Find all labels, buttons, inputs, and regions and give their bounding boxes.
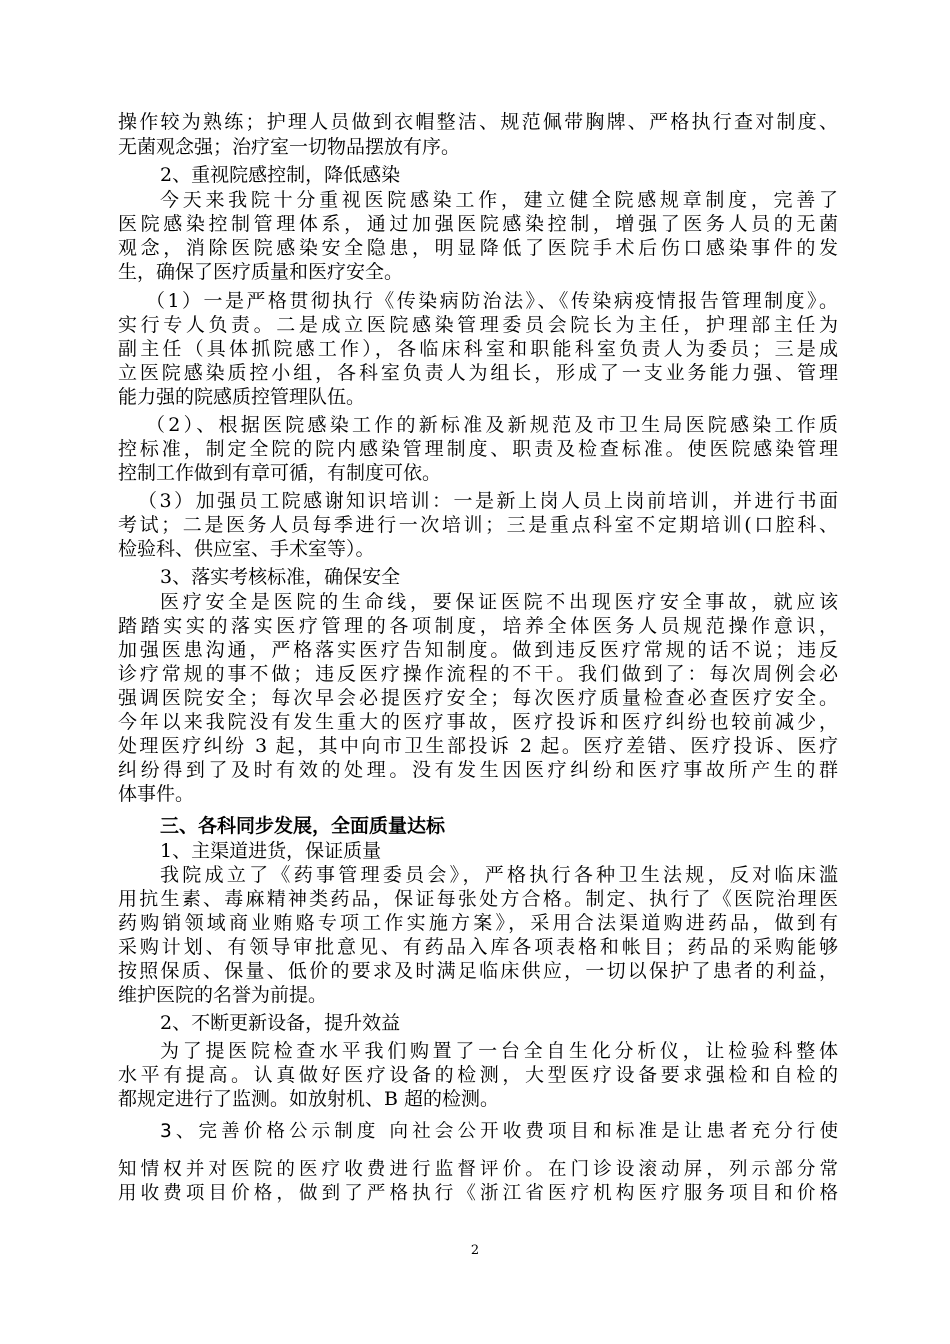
text-line: 3、完善价格公示制度 向社会公开收费项目和标准是让患者充分行使 [160, 1121, 838, 1142]
text-line: （1）一是严格贯彻执行《传染病防治法》、《传染病疫情报告管理制度》。 [146, 290, 838, 312]
text-line: 3、落实考核标准，确保安全 [160, 566, 401, 588]
text-line: 按照保质、保量、低价的要求及时满足临床供应，一切以保护了患者的利益， [118, 960, 838, 982]
text-line: 实行专人负责。二是成立医院感染管理委员会院长为主任，护理部主任为 [118, 314, 838, 336]
text-line: （2）、根据医院感染工作的新标准及新规范及市卫生局医院感染工作质 [146, 414, 838, 436]
text-line: 加强医患沟通，严格落实医疗告知制度。做到违反医疗常规的话不说；违反 [118, 639, 838, 661]
text-line: 副主任（具体抓院感工作），各临床科室和职能科室负责人为委员；三是成 [118, 338, 838, 360]
text-line: 观念，消除医院感染安全隐患，明显降低了医院手术后伤口感染事件的发 [118, 237, 838, 259]
text-line: 我院成立了《药事管理委员会》，严格执行各种卫生法规，反对临床滥 [160, 864, 838, 886]
text-line: 医院感染控制管理体系，通过加强医院感染控制，增强了医务人员的无菌 [118, 213, 838, 235]
text-line: 处理医疗纠纷 3 起，其中向市卫生部投诉 2 起。医疗差错、医疗投诉、医疗 [118, 735, 838, 757]
text-line: 强调医院安全；每次早会必提医疗安全；每次医疗质量检查必查医疗安全。 [118, 687, 838, 709]
text-line: 水平有提高。认真做好医疗设备的检测，大型医疗设备要求强检和自检的 [118, 1064, 838, 1086]
text-line: 医疗安全是医院的生命线，要保证医院不出现医疗安全事故，就应该 [160, 591, 838, 613]
text-line: 检验科、供应室、手术室等）。 [118, 538, 375, 560]
text-line: 体事件。 [118, 783, 195, 805]
text-line: 2、不断更新设备，提升效益 [160, 1012, 401, 1034]
text-line: 药购销领域商业贿赂专项工作实施方案》，采用合法渠道购进药品，做到有 [118, 912, 838, 934]
text-line: 今年以来我院没有发生重大的医疗事故，医疗投诉和医疗纠纷也较前减少， [118, 711, 838, 733]
text-line: 为了提医院检查水平我们购置了一台全自生化分析仪，让检验科整体 [160, 1040, 838, 1062]
text-line: 控制工作做到有章可循，有制度可依。 [118, 462, 442, 484]
text-line: 采购计划、有领导审批意见、有药品入库各项表格和帐目；药品的采购能够 [118, 936, 838, 958]
text-line: 立医院感染质控小组，各科室负责人为组长，形成了一支业务能力强、管理 [118, 362, 838, 384]
text-line: 诊疗常规的事不做；违反医疗操作流程的不干。我们做到了：每次周例会必 [118, 663, 838, 685]
text-line: 都规定进行了监测。如放射机、B 超的检测。 [118, 1088, 500, 1110]
section-heading: 三、各科同步发展，全面质量达标 [160, 815, 446, 837]
text-line: 能力强的院感质控管理队伍。 [118, 386, 366, 408]
text-line: 控标准，制定全院的院内感染管理制度、职责及检查标准。使医院感染管理 [118, 438, 838, 460]
text-line: 无菌观念强；治疗室一切物品摆放有序。 [118, 136, 461, 158]
text-line: 1、主渠道进货，保证质量 [160, 840, 382, 862]
page-number: 2 [470, 1243, 480, 1258]
text-line: 考试；二是医务人员每季进行一次培训；三是重点科室不定期培训(口腔科、 [118, 514, 838, 536]
text-line: 操作较为熟练；护理人员做到衣帽整洁、规范佩带胸牌、严格执行查对制度、 [118, 111, 838, 133]
text-line: （3）加强员工院感谢知识培训：一是新上岗人员上岗前培训，并进行书面 [138, 490, 838, 512]
text-line: 用收费项目价格，做到了严格执行《浙江省医疗机构医疗服务项目和价格 [118, 1183, 838, 1204]
text-line: 用抗生素、毒麻精神类药品，保证每张处方合格。制定、执行了《医院治理医 [118, 888, 838, 910]
text-line: 维护医院的名誉为前提。 [118, 984, 328, 1006]
text-line: 纠纷得到了及时有效的处理。没有发生因医疗纠纷和医疗事故所产生的群 [118, 759, 838, 781]
text-line: 知情权并对医院的医疗收费进行监督评价。在门诊设滚动屏，列示部分常 [118, 1159, 838, 1180]
text-line: 踏踏实实的落实医疗管理的各项制度，培养全体医务人员规范操作意识， [118, 615, 838, 637]
text-line: 今天来我院十分重视医院感染工作，建立健全院感规章制度，完善了 [160, 189, 838, 211]
text-line: 生，确保了医疗质量和医疗安全。 [118, 261, 404, 283]
text-line: 2、重视院感控制，降低感染 [160, 164, 401, 186]
